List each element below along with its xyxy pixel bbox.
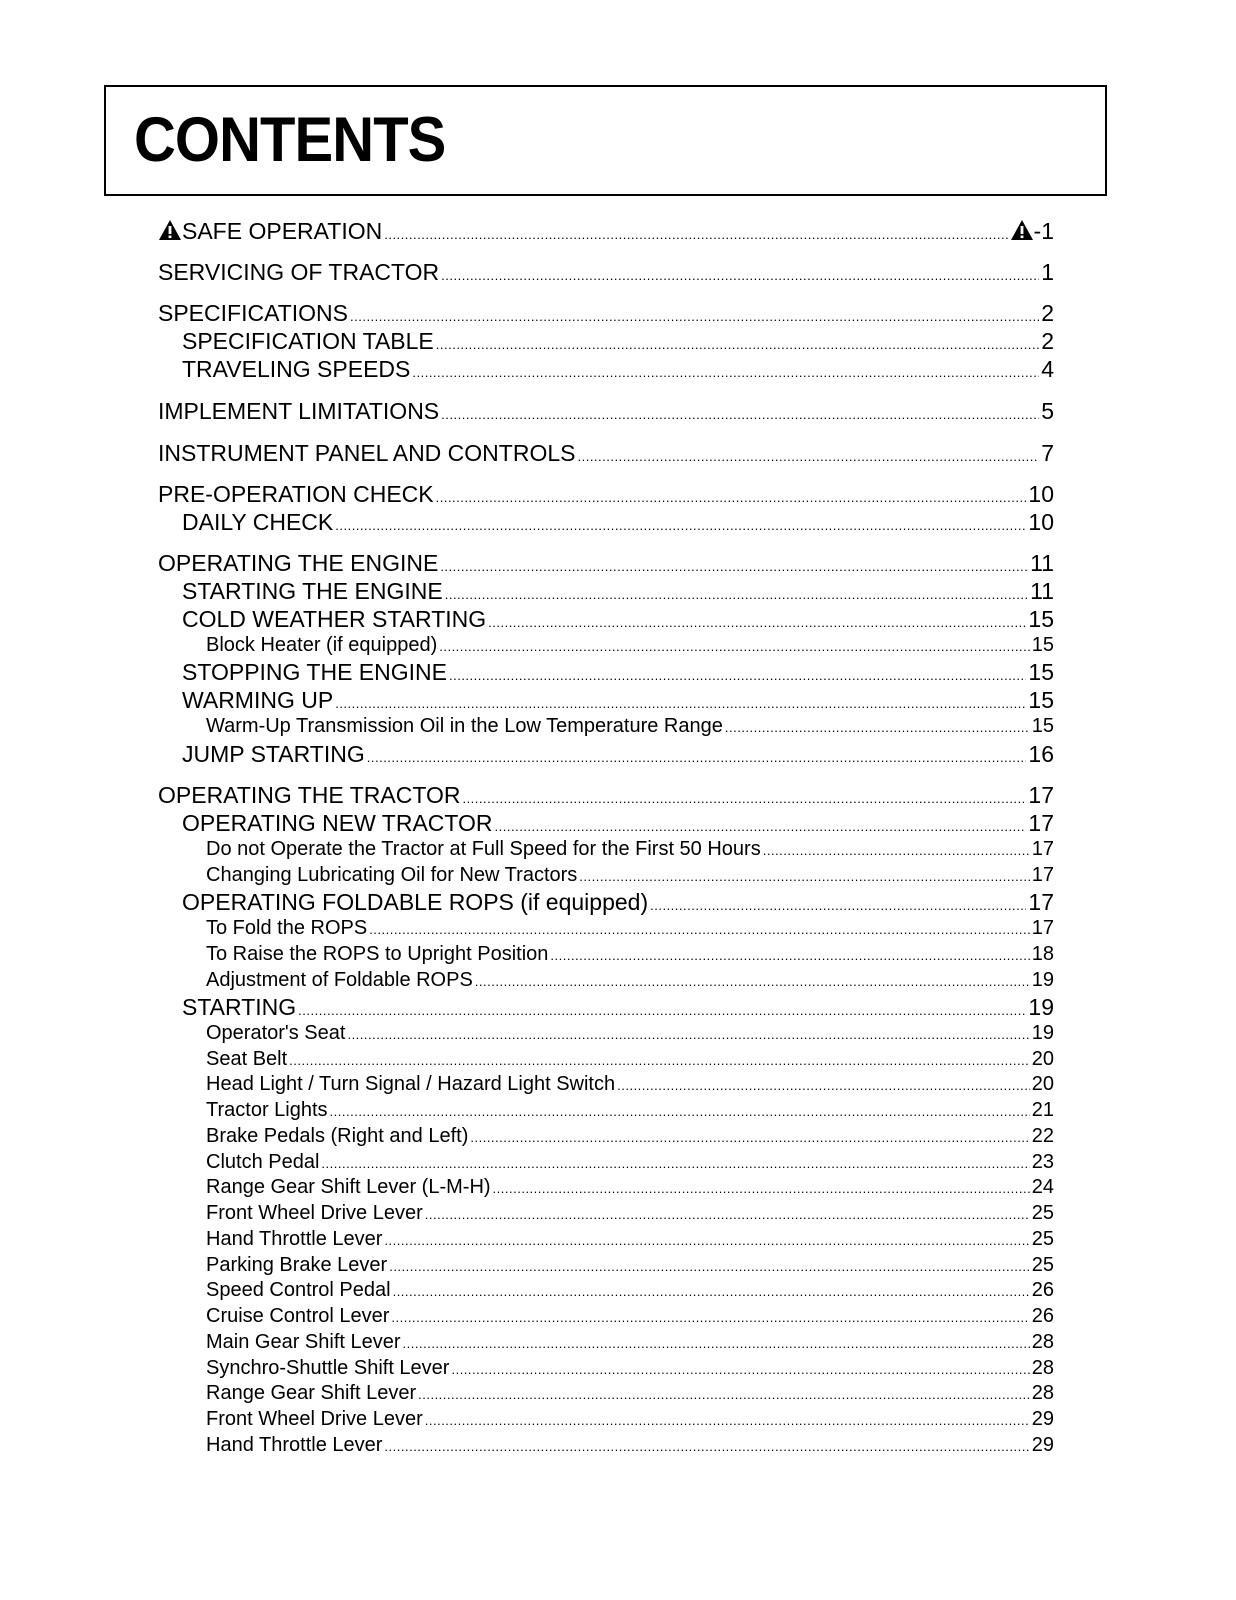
dot-leader	[391, 1310, 1029, 1325]
dot-leader	[763, 843, 1030, 858]
toc-label-text: DAILY CHECK	[182, 509, 334, 535]
dot-leader	[470, 1130, 1029, 1145]
toc-label-text: STARTING	[182, 994, 297, 1020]
dot-leader	[441, 268, 1039, 283]
toc-label-text: STOPPING THE ENGINE	[182, 659, 447, 685]
toc-page-number	[1041, 328, 1054, 355]
toc-label-text: Operator's Seat	[206, 1022, 346, 1044]
toc-label-text: COLD WEATHER STARTING	[182, 606, 487, 632]
toc-label-text: Block Heater (if equipped)	[206, 634, 438, 656]
toc-entry-label	[206, 1279, 391, 1302]
toc-page-number	[1032, 1048, 1054, 1071]
dot-leader	[462, 791, 1026, 806]
toc-page-number	[1032, 1228, 1054, 1251]
toc-entry[interactable]	[206, 1125, 1054, 1151]
toc-page-number	[1028, 810, 1054, 837]
page-number-text: 20	[1031, 1073, 1054, 1095]
toc-page-number	[1028, 481, 1054, 508]
toc-entry[interactable]	[206, 838, 1054, 864]
toc-page-number	[1032, 1305, 1054, 1328]
toc-entry-label	[158, 481, 434, 508]
page-number-text: 11	[1030, 578, 1054, 604]
toc-entry[interactable]	[158, 550, 1054, 578]
toc-page-number	[1032, 634, 1054, 657]
dot-leader	[425, 1413, 1030, 1428]
page-number-text: 15	[1028, 659, 1054, 685]
page-number-text: 17	[1031, 838, 1054, 860]
page-number-text: 10	[1028, 481, 1054, 507]
toc-entry[interactable]	[158, 440, 1054, 468]
toc-page-number	[1030, 578, 1054, 605]
toc-entry[interactable]	[206, 1382, 1054, 1408]
toc-entry[interactable]	[206, 969, 1054, 995]
dot-leader	[439, 639, 1030, 654]
toc-entry-label	[182, 328, 434, 355]
toc-entry[interactable]	[206, 1022, 1054, 1048]
page-number-text: 26	[1031, 1305, 1054, 1327]
page-number-text: 25	[1031, 1228, 1054, 1250]
toc-entry-label	[206, 1151, 319, 1174]
dot-leader	[347, 1027, 1029, 1042]
toc-label-text: WARMING UP	[182, 687, 334, 713]
toc-label-text: OPERATING FOLDABLE ROPS (if equipped)	[182, 889, 649, 915]
page-number-text: 25	[1031, 1254, 1054, 1276]
toc-page-number	[1032, 1357, 1054, 1380]
toc-entry-label	[206, 1022, 345, 1045]
dot-leader	[725, 720, 1030, 735]
toc-entry-label	[206, 1125, 468, 1148]
toc-entry-label	[182, 578, 443, 605]
dot-leader	[441, 407, 1039, 422]
toc-entry-label	[206, 917, 367, 940]
toc-page-number	[1032, 1176, 1054, 1199]
toc-entry-label	[206, 1048, 287, 1071]
toc-entry-label	[182, 509, 333, 536]
toc-label-text: SPECIFICATION TABLE	[182, 328, 434, 354]
toc-entry-label	[206, 969, 473, 992]
toc-entry[interactable]	[206, 1408, 1054, 1434]
toc-entry[interactable]	[206, 1048, 1054, 1074]
toc-entry[interactable]	[206, 1202, 1054, 1228]
toc-entry[interactable]	[182, 356, 1054, 384]
toc-page-number	[1032, 1279, 1054, 1302]
page-title: CONTENTS	[134, 105, 446, 175]
toc-label-text: SAFE OPERATION	[182, 218, 383, 244]
toc-page-number	[1032, 1202, 1054, 1225]
toc-page-number	[1028, 889, 1054, 916]
toc-label-text: Seat Belt	[206, 1048, 288, 1070]
toc-entry-label	[158, 300, 348, 327]
toc-label-text: SERVICING OF TRACTOR	[158, 259, 440, 285]
toc-entry-label	[182, 687, 333, 714]
toc-label-text: Brake Pedals (Right and Left)	[206, 1125, 469, 1147]
toc-page-number	[1028, 687, 1054, 714]
toc-entry-label	[206, 634, 437, 657]
toc-entry[interactable]	[206, 943, 1054, 969]
toc-label-text: Adjustment of Foldable ROPS	[206, 969, 473, 991]
toc-entry-label	[182, 889, 648, 916]
page-number-text: 5	[1041, 398, 1054, 424]
toc-page-number	[1032, 969, 1054, 992]
page-number-text: 20	[1031, 1048, 1054, 1070]
toc-entry[interactable]	[206, 1305, 1054, 1331]
toc-entry[interactable]	[182, 606, 1054, 634]
dot-leader	[577, 449, 1039, 464]
page-number-text: -1	[1033, 218, 1054, 244]
toc-label-text: IMPLEMENT LIMITATIONS	[158, 398, 440, 424]
page-number-text: 17	[1028, 782, 1054, 808]
page-number-text: 21	[1031, 1099, 1054, 1121]
page-number-text: 16	[1028, 741, 1054, 767]
toc-label-text: Front Wheel Drive Lever	[206, 1202, 423, 1224]
toc-label-text: OPERATING NEW TRACTOR	[182, 810, 493, 836]
toc-label-text: OPERATING THE TRACTOR	[158, 782, 461, 808]
toc-entry-label	[206, 1073, 615, 1096]
toc-page-number	[1028, 741, 1054, 768]
toc-label-text: Tractor Lights	[206, 1099, 328, 1121]
toc-entry-label	[182, 810, 493, 837]
toc-page-number	[1032, 1254, 1054, 1277]
dot-leader	[449, 668, 1026, 683]
toc-label-text: Main Gear Shift Lever	[206, 1331, 401, 1353]
toc-label-text: To Fold the ROPS	[206, 917, 368, 939]
toc-entry-label	[206, 1382, 416, 1405]
dot-leader	[412, 365, 1039, 380]
toc-label-text: Synchro-Shuttle Shift Lever	[206, 1357, 450, 1379]
toc-entry[interactable]	[182, 659, 1054, 687]
toc-entry[interactable]	[206, 634, 1054, 660]
toc-entry[interactable]	[182, 810, 1054, 838]
page-number-text: 15	[1028, 606, 1054, 632]
toc-entry-label	[206, 1357, 449, 1380]
toc-entry[interactable]	[206, 1099, 1054, 1125]
toc-label-text: Clutch Pedal	[206, 1151, 320, 1173]
toc-page-number	[1032, 864, 1054, 887]
toc-entry[interactable]	[206, 1434, 1054, 1460]
toc-entry-label	[206, 838, 761, 861]
toc-entry-label	[158, 550, 438, 577]
toc-entry[interactable]	[182, 509, 1054, 537]
page-number-text: 28	[1031, 1357, 1054, 1379]
toc-page-number	[1028, 509, 1054, 536]
toc-entry-label	[182, 994, 296, 1021]
dot-leader	[330, 1104, 1030, 1119]
toc-entry[interactable]	[206, 864, 1054, 890]
warning-triangle-icon	[1010, 219, 1034, 241]
toc-entry-label	[206, 1099, 328, 1122]
toc-entry-label	[158, 218, 382, 245]
page-number-text: 15	[1031, 634, 1054, 656]
toc-entry[interactable]	[182, 328, 1054, 356]
dot-leader	[393, 1284, 1030, 1299]
dot-leader	[298, 1003, 1026, 1018]
toc-label-text: SPECIFICATIONS	[158, 300, 348, 326]
toc-label-text: PRE-OPERATION CHECK	[158, 481, 434, 507]
dot-leader	[369, 922, 1030, 937]
toc-entry[interactable]	[158, 259, 1054, 287]
toc-page-number	[1032, 917, 1054, 940]
page-number-text: 1	[1041, 259, 1054, 285]
toc-entry-label	[206, 1305, 389, 1328]
toc-page-number	[1032, 715, 1054, 738]
dot-leader	[436, 337, 1039, 352]
toc-entry[interactable]	[206, 1331, 1054, 1357]
toc-label-text: Do not Operate the Tractor at Full Speed for the First 50 Hours	[206, 838, 761, 860]
dot-leader	[475, 974, 1030, 989]
toc-page-number	[1030, 550, 1054, 577]
page-number-text: 28	[1031, 1331, 1054, 1353]
toc-entry-label	[206, 1408, 423, 1431]
toc-entry[interactable]	[206, 1176, 1054, 1202]
page-number-text: 4	[1041, 356, 1054, 382]
toc-page-number	[1032, 943, 1054, 966]
toc-page-number	[1041, 398, 1054, 425]
page-number-text: 19	[1031, 969, 1054, 991]
dot-leader	[350, 309, 1039, 324]
page-number-text: 25	[1031, 1202, 1054, 1224]
dot-leader	[418, 1387, 1030, 1402]
toc-page-number	[1032, 1073, 1054, 1096]
toc-label-text: JUMP STARTING	[182, 741, 365, 767]
toc-entry[interactable]	[182, 741, 1054, 769]
dot-leader	[289, 1053, 1030, 1068]
toc-entry-label	[158, 398, 439, 425]
toc-entry-label	[158, 782, 460, 809]
page-number-text: 17	[1031, 917, 1054, 939]
toc-page-number	[1041, 356, 1054, 383]
toc-page-number	[1041, 300, 1054, 327]
toc-entry-label	[182, 659, 447, 686]
page-number-text: 2	[1041, 300, 1054, 326]
toc-label-text: Warm-Up Transmission Oil in the Low Temperature Range	[206, 715, 723, 737]
toc-label-text: To Raise the ROPS to Upright Position	[206, 943, 549, 965]
dot-leader	[617, 1078, 1030, 1093]
toc-page-number	[1032, 1331, 1054, 1354]
dot-leader	[445, 587, 1028, 602]
toc-entry-label	[158, 259, 439, 286]
toc-entry[interactable]	[182, 687, 1054, 715]
toc-entry[interactable]	[158, 398, 1054, 426]
toc-page-number	[1010, 218, 1054, 245]
page-number-text: 24	[1031, 1176, 1054, 1198]
page-number-text: 29	[1031, 1408, 1054, 1430]
dot-leader	[367, 750, 1027, 765]
toc-page-number	[1032, 1125, 1054, 1148]
toc-entry-label	[206, 1202, 423, 1225]
toc-label-text: TRAVELING SPEEDS	[182, 356, 411, 382]
toc-page-number	[1032, 1022, 1054, 1045]
dot-leader	[493, 1181, 1030, 1196]
page-number-text: 29	[1031, 1434, 1054, 1456]
toc-entry-label	[206, 943, 548, 966]
toc-entry[interactable]	[158, 782, 1054, 810]
page-number-text: 15	[1028, 687, 1054, 713]
toc-label-text: Hand Throttle Lever	[206, 1434, 383, 1456]
dot-leader	[550, 948, 1029, 963]
dot-leader	[335, 696, 1026, 711]
toc-page-number	[1028, 659, 1054, 686]
toc-page-number	[1028, 606, 1054, 633]
toc-label-text: Speed Control Pedal	[206, 1279, 391, 1301]
toc-entry[interactable]	[206, 1357, 1054, 1383]
toc-entry-label	[206, 715, 723, 738]
dot-leader	[389, 1259, 1030, 1274]
toc-entry-label	[182, 356, 410, 383]
toc-label-text: Hand Throttle Lever	[206, 1228, 383, 1250]
toc-entry-label	[182, 606, 486, 633]
toc-entry[interactable]	[182, 994, 1054, 1022]
toc-entry[interactable]	[206, 1254, 1054, 1280]
toc-entry[interactable]	[206, 715, 1054, 741]
toc-entry-label	[206, 1434, 382, 1457]
dot-leader	[650, 898, 1026, 913]
dot-leader	[495, 819, 1027, 834]
toc-label-text: OPERATING THE ENGINE	[158, 550, 439, 576]
toc-page-number	[1032, 838, 1054, 861]
toc-page-number	[1032, 1099, 1054, 1122]
dot-leader	[440, 559, 1028, 574]
dot-leader	[384, 227, 1007, 242]
toc-entry-label	[206, 1176, 491, 1199]
toc-entry-label	[206, 1228, 382, 1251]
toc-entry[interactable]	[158, 218, 1054, 246]
toc-entry[interactable]	[206, 1228, 1054, 1254]
page-number-text: 15	[1031, 715, 1054, 737]
toc-entry-label	[206, 1331, 401, 1354]
toc-label-text: Parking Brake Lever	[206, 1254, 388, 1276]
toc-page-number	[1028, 782, 1054, 809]
page-number-text: 19	[1028, 994, 1054, 1020]
page-number-text: 17	[1031, 864, 1054, 886]
dot-leader	[451, 1362, 1029, 1377]
dot-leader	[579, 869, 1029, 884]
toc-entry-label	[182, 741, 365, 768]
dot-leader	[436, 490, 1027, 505]
toc-entry-label	[158, 440, 575, 467]
toc-entry[interactable]	[206, 1279, 1054, 1305]
page-number-text: 23	[1031, 1151, 1054, 1173]
toc-page-number	[1032, 1151, 1054, 1174]
page-number-text: 7	[1041, 440, 1054, 466]
dot-leader	[384, 1233, 1029, 1248]
toc-page-number	[1032, 1408, 1054, 1431]
page-number-text: 19	[1031, 1022, 1054, 1044]
toc-page-number	[1028, 994, 1054, 1021]
dot-leader	[321, 1156, 1029, 1171]
toc-page-number	[1032, 1382, 1054, 1405]
toc-label-text: Changing Lubricating Oil for New Tractors	[206, 864, 578, 886]
toc-label-text: Range Gear Shift Lever (L-M-H)	[206, 1176, 491, 1198]
toc-label-text: Cruise Control Lever	[206, 1305, 390, 1327]
page-number-text: 17	[1028, 889, 1054, 915]
warning-triangle-icon	[158, 219, 182, 241]
page-number-text: 26	[1031, 1279, 1054, 1301]
page-number-text: 22	[1031, 1125, 1054, 1147]
dot-leader	[335, 518, 1026, 533]
dot-leader	[425, 1207, 1030, 1222]
page-number-text: 11	[1030, 550, 1054, 576]
page-number-text: 17	[1028, 810, 1054, 836]
toc-entry[interactable]	[182, 578, 1054, 606]
toc-label-text: Range Gear Shift Lever	[206, 1382, 417, 1404]
toc-label-text: Front Wheel Drive Lever	[206, 1408, 423, 1430]
toc-label-text: STARTING THE ENGINE	[182, 578, 443, 604]
toc-entry[interactable]	[158, 300, 1054, 328]
page-number-text: 2	[1041, 328, 1054, 354]
page-number-text: 18	[1031, 943, 1054, 965]
dot-leader	[384, 1439, 1029, 1454]
dot-leader	[403, 1336, 1030, 1351]
toc-page-number	[1041, 440, 1054, 467]
toc-label-text: INSTRUMENT PANEL AND CONTROLS	[158, 440, 576, 466]
toc-entry[interactable]	[206, 917, 1054, 943]
toc-page-number	[1032, 1434, 1054, 1457]
toc-entry[interactable]	[182, 889, 1054, 917]
toc-label-text: Head Light / Turn Signal / Hazard Light Switch	[206, 1073, 616, 1095]
toc-entry-label	[206, 1254, 387, 1277]
toc-page-number	[1041, 259, 1054, 286]
dot-leader	[488, 615, 1026, 630]
toc-entry[interactable]	[206, 1151, 1054, 1177]
page-number-text: 28	[1031, 1382, 1054, 1404]
page-number-text: 10	[1028, 509, 1054, 535]
toc-entry[interactable]	[158, 481, 1054, 509]
toc-entry-label	[206, 864, 577, 887]
toc-entry[interactable]	[206, 1073, 1054, 1099]
